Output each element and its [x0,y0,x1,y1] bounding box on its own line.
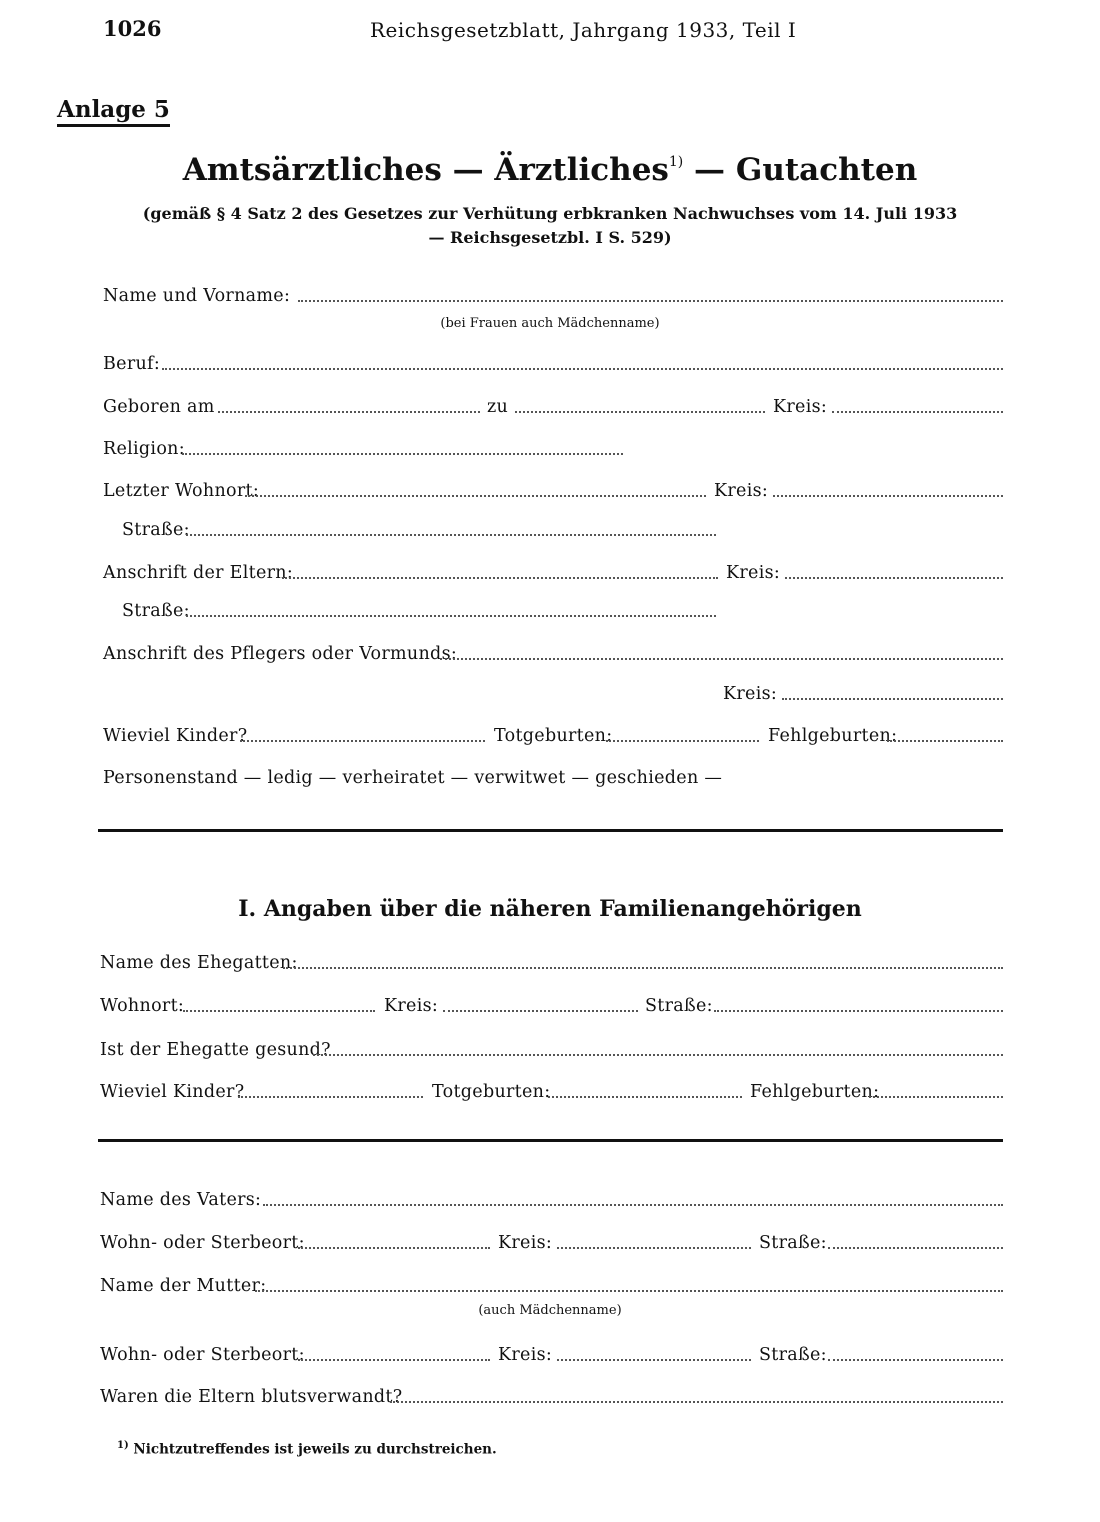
gesund-field[interactable] [313,1054,1003,1056]
eltern-strasse-label: Straße: [122,601,190,621]
ehegatte-totgeburten-field[interactable] [548,1096,742,1098]
form-title [0,152,1100,188]
wohnort-label: Letzter Wohnort: [103,481,260,501]
pfleger-field[interactable] [440,658,1003,660]
wohnort-kreis-field[interactable] [773,495,1003,497]
eltern-kreis-field[interactable] [785,577,1003,579]
vater-label: Name des Vaters: [100,1190,262,1210]
ehegatte-strasse-label: Straße: [645,996,713,1016]
fehlgeburten-field[interactable] [887,740,1003,742]
mutter-label: Name der Mutter: [100,1276,267,1296]
gesund-label: Ist der Ehegatte gesund? [100,1040,331,1060]
fehlgeburten-label: Fehlgeburten: [768,726,898,746]
kinder-label: Wieviel Kinder? [103,726,248,746]
mutter-note: (auch Mädchenname) [478,1303,622,1318]
vater-sterbeort-label: Wohn- oder Sterbeort: [100,1233,305,1253]
form-title-suffix: — Gutachten [694,152,918,188]
ehegatte-strasse-field[interactable] [714,1010,1003,1012]
personenstand[interactable]: Personenstand — ledig — verheiratet — verwitwet — geschieden — [103,768,723,788]
mutter-field[interactable] [255,1290,1003,1292]
annex-label: Anlage 5 [57,96,170,127]
strasse-field[interactable] [186,534,716,536]
form-subtitle-line2: — Reichsgesetzbl. I S. 529) [428,228,672,247]
geburtsort-field[interactable] [515,411,765,413]
pfleger-kreis-label: Kreis: [723,684,778,704]
page-number: 1026 [103,16,162,41]
ehegatte-label: Name des Ehegatten: [100,953,298,973]
geboren-field[interactable] [218,411,480,413]
mutter-strasse-field[interactable] [828,1359,1003,1361]
eltern-label: Anschrift der Eltern: [103,563,294,583]
mutter-sterbeort-field[interactable] [298,1359,490,1361]
kinder-field[interactable] [240,740,485,742]
pfleger-label: Anschrift des Pflegers oder Vormunds: [103,644,458,664]
vater-kreis-field[interactable] [557,1247,751,1249]
footnote-text: Nichtzutreffendes ist jeweils zu durchstreichen. [133,1441,497,1458]
religion-field[interactable] [182,453,623,455]
geburt-kreis-field[interactable] [832,411,1003,413]
divider-rule [98,829,1003,832]
eltern-kreis-label: Kreis: [726,563,781,583]
totgeburten-field[interactable] [606,740,759,742]
form-title-text: Amtsärztliches — Ärztliches [182,152,669,188]
geboren-label: Geboren am [103,397,215,417]
vater-strasse-field[interactable] [828,1247,1003,1249]
vater-kreis-label: Kreis: [498,1233,553,1253]
blutsverwandt-field[interactable] [390,1401,1003,1403]
ehegatte-totgeburten-label: Totgeburten: [432,1082,551,1102]
strasse-label: Straße: [122,520,190,540]
mutter-strasse-label: Straße: [759,1345,827,1365]
blutsverwandt-label: Waren die Eltern blutsverwandt? [100,1387,403,1407]
vater-field[interactable] [263,1204,1003,1206]
ehegatte-wohnort-label: Wohnort: [100,996,185,1016]
totgeburten-label: Totgeburten: [494,726,613,746]
name-field[interactable] [298,300,1003,302]
title-footnote-mark: 1) [668,154,684,170]
running-head: Reichsgesetzblatt, Jahrgang 1933, Teil I [370,18,797,42]
mutter-sterbeort-label: Wohn- oder Sterbeort: [100,1345,305,1365]
vater-sterbeort-field[interactable] [298,1247,490,1249]
ehegatte-fehlgeburten-field[interactable] [869,1096,1003,1098]
ehegatte-kreis-field[interactable] [443,1010,638,1012]
zu-label: zu [487,397,509,417]
ehegatte-kreis-label: Kreis: [384,996,439,1016]
wohnort-field[interactable] [245,495,706,497]
ehegatte-wohnort-field[interactable] [183,1010,375,1012]
beruf-label: Beruf: [103,354,161,374]
ehegatte-kinder-label: Wieviel Kinder? [100,1082,245,1102]
vater-strasse-label: Straße: [759,1233,827,1253]
footnote [117,1440,497,1458]
section-title: I. Angaben über die näheren Familienangehörigen [238,896,862,922]
wohnort-kreis-label: Kreis: [714,481,769,501]
beruf-field[interactable] [162,368,1003,370]
mutter-kreis-field[interactable] [557,1359,751,1361]
footnote-mark: 1) [117,1440,129,1451]
religion-label: Religion: [103,439,185,459]
eltern-strasse-field[interactable] [186,615,716,617]
name-note: (bei Frauen auch Mädchenname) [440,316,660,331]
form-subtitle-line1: (gemäß § 4 Satz 2 des Gesetzes zur Verhütung erbkranken Nachwuchses vom 14. Juli 1933 [142,204,958,223]
ehegatte-field[interactable] [283,967,1003,969]
kreis-label: Kreis: [773,397,828,417]
ehegatte-kinder-field[interactable] [238,1096,423,1098]
mutter-kreis-label: Kreis: [498,1345,553,1365]
name-label: Name und Vorname: [103,286,291,306]
ehegatte-fehlgeburten-label: Fehlgeburten: [750,1082,880,1102]
divider-rule-2 [98,1139,1003,1142]
eltern-field[interactable] [282,577,718,579]
pfleger-kreis-field[interactable] [782,698,1003,700]
